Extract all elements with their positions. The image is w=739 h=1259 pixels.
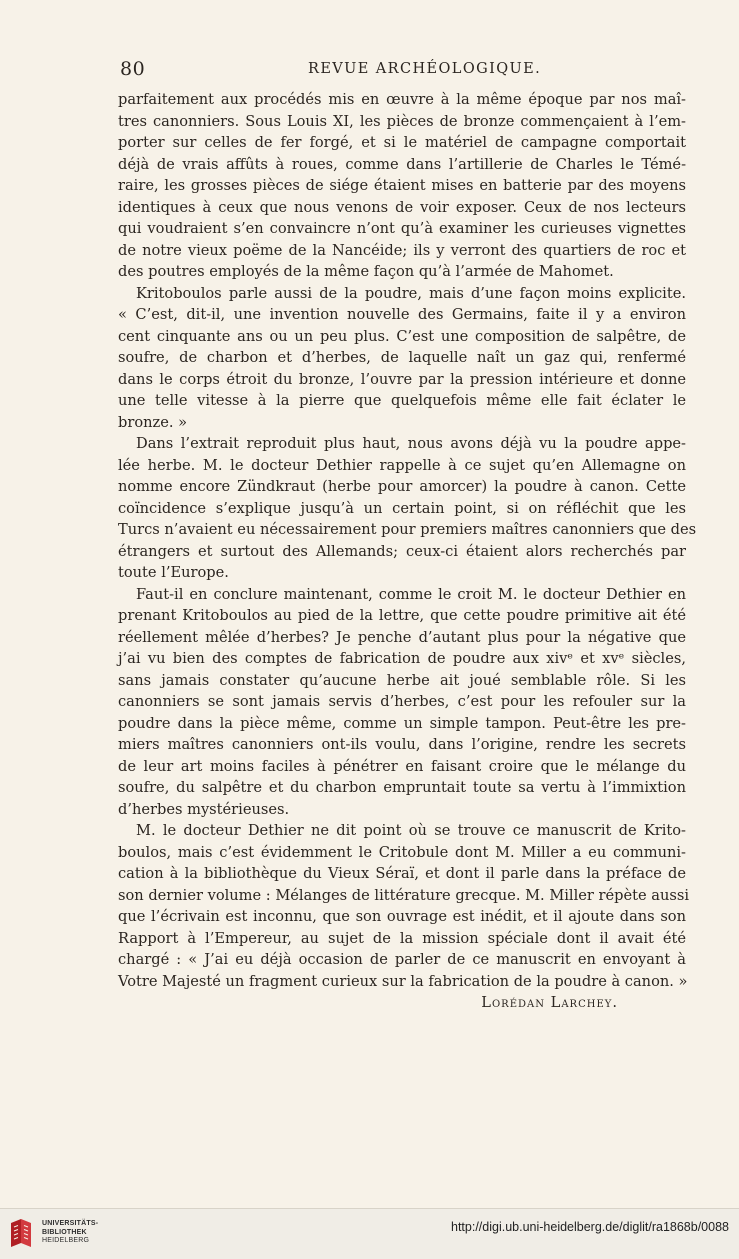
library-name-line: BIBLIOTHEK (42, 1228, 87, 1236)
text-line: cation à la bibliothèque du Vieux Séraï, et dont il parle dans la préface de (118, 865, 686, 882)
text-line: qui voudraient s’en convaincre n’ont qu’à examiner les curieuses vignettes (118, 220, 686, 237)
text-line: étrangers et surtout des Allemands; ceux-ci étaient alors recherchés par (118, 542, 686, 560)
text-line: dans le corps étroit du bronze, l’ouvre par la pression intérieure et donne (118, 370, 686, 388)
footer-bar (0, 1208, 739, 1259)
text-line: M. le docteur Dethier ne dit point où se trouve ce manuscrit de Krito- (136, 822, 686, 839)
text-line: de leur art moins faciles à pénétrer en faisant croire que le mélange du (118, 757, 686, 775)
text-line: tres canonniers. Sous Louis XI, les pièces de bronze commençaient à l’em- (118, 112, 686, 130)
text-line: identiques à ceux que nous venons de voir exposer. Ceux de nos lecteurs (118, 198, 686, 216)
author-signature: Lorédan Larchey. (481, 994, 618, 1011)
text-line: Votre Majesté un fragment curieux sur la fabrication de la poudre à canon. » (118, 972, 688, 990)
text-line: réellement mêlée d’herbes? Je penche d’autant plus pour la négative que (118, 628, 686, 646)
text-line: que l’écrivain est inconnu, que son ouvrage est inédit, et il ajoute dans son (118, 908, 686, 925)
page-number: 80 (120, 58, 146, 80)
text-line: j’ai vu bien des comptes de fabrication de poudre aux xivᵉ et xvᵉ siècles, (118, 650, 686, 667)
text-line: Turcs n’avaient eu nécessairement pour premiers maîtres canonniers que des (118, 521, 697, 538)
text-line: bronze. » (118, 413, 188, 431)
text-line: coïncidence s’explique jusqu’à un certain point, si on réfléchit que les (118, 499, 686, 517)
text-line: de notre vieux poëme de la Nancéide; ils y verront des quartiers de roc et (118, 241, 686, 259)
text-line: miers maîtres canonniers ont-ils voulu, dans l’origine, rendre les secrets (118, 736, 686, 753)
text-line: Dans l’extrait reproduit plus haut, nous avons déjà vu la poudre appe- (136, 435, 686, 452)
source-url-link[interactable]: http://digi.ub.uni-heidelberg.de/diglit/ra1868b/0088 (451, 1220, 729, 1234)
text-line: « C’est, dit-il, une invention nouvelle des Germains, faite il y a environ (118, 306, 686, 323)
text-line: parfaitement aux procédés mis en œuvre à la même époque par nos maî- (118, 91, 686, 108)
text-line: une telle vitesse à la pierre que quelquefois même elle fait éclater le (118, 392, 686, 409)
text-line: chargé : « J’ai eu déjà occasion de parler de ce manuscrit en envoyant à (118, 951, 686, 968)
text-line: Kritoboulos parle aussi de la poudre, mais d’une façon moins explicite. (136, 284, 686, 302)
page-header (118, 58, 688, 88)
body-text (118, 89, 697, 1014)
text-line: toute l’Europe. (118, 564, 229, 581)
text-line: son dernier volume : Mélanges de littérature grecque. M. Miller répète aussi (118, 886, 689, 904)
text-line: des poutres employés de la même façon qu’à l’armée de Mahomet. (118, 263, 614, 280)
text-line: cent cinquante ans ou un peu plus. C’est une composition de salpêtre, de (118, 327, 686, 345)
text-line: boulos, mais c’est évidemment le Critobule dont M. Miller a eu communi- (118, 843, 686, 861)
running-title: REVUE ARCHÉOLOGIQUE. (308, 61, 542, 77)
text-line: soufre, du salpêtre et du charbon empruntait toute sa vertu à l’immixtion (118, 779, 686, 796)
text-line: porter sur celles de fer forgé, et si le matériel de campagne comportait (118, 134, 686, 151)
text-line: déjà de vrais affûts à roues, comme dans l’artillerie de Charles le Témé- (118, 155, 686, 173)
text-line: Faut-il en conclure maintenant, comme le croit M. le docteur Dethier en (136, 585, 686, 603)
text-line: sans jamais constater qu’aucune herbe ait joué semblable rôle. Si les (118, 671, 686, 689)
text-line: poudre dans la pièce même, comme un simple tampon. Peut-être les pre- (118, 714, 686, 732)
library-name-line: UNIVERSITÄTS- (42, 1220, 99, 1227)
text-line: soufre, de charbon et d’herbes, de laquelle naît un gaz qui, renfermé (118, 349, 686, 366)
text-line: nomme encore Zündkraut (herbe pour amorcer) la poudre à canon. Cette (118, 478, 686, 495)
text-line: d’herbes mystérieuses. (118, 800, 290, 818)
text-line: prenant Kritoboulos au pied de la lettre, que cette poudre primitive ait été (118, 607, 686, 624)
library-name (42, 1220, 98, 1246)
university-library-logo-icon[interactable] (8, 1217, 34, 1251)
text-line: raire, les grosses pièces de siége étaient mises en batterie par des moyens (118, 177, 686, 194)
text-line: canonniers se sont jamais servis d’herbes, c’est pour les refouler sur la (118, 693, 686, 710)
library-name-line: HEIDELBERG (42, 1237, 90, 1244)
text-line: lée herbe. M. le docteur Dethier rappelle à ce sujet qu’en Allemagne on (118, 456, 686, 474)
text-line: Rapport à l’Empereur, au sujet de la mission spéciale dont il avait été (118, 929, 686, 947)
